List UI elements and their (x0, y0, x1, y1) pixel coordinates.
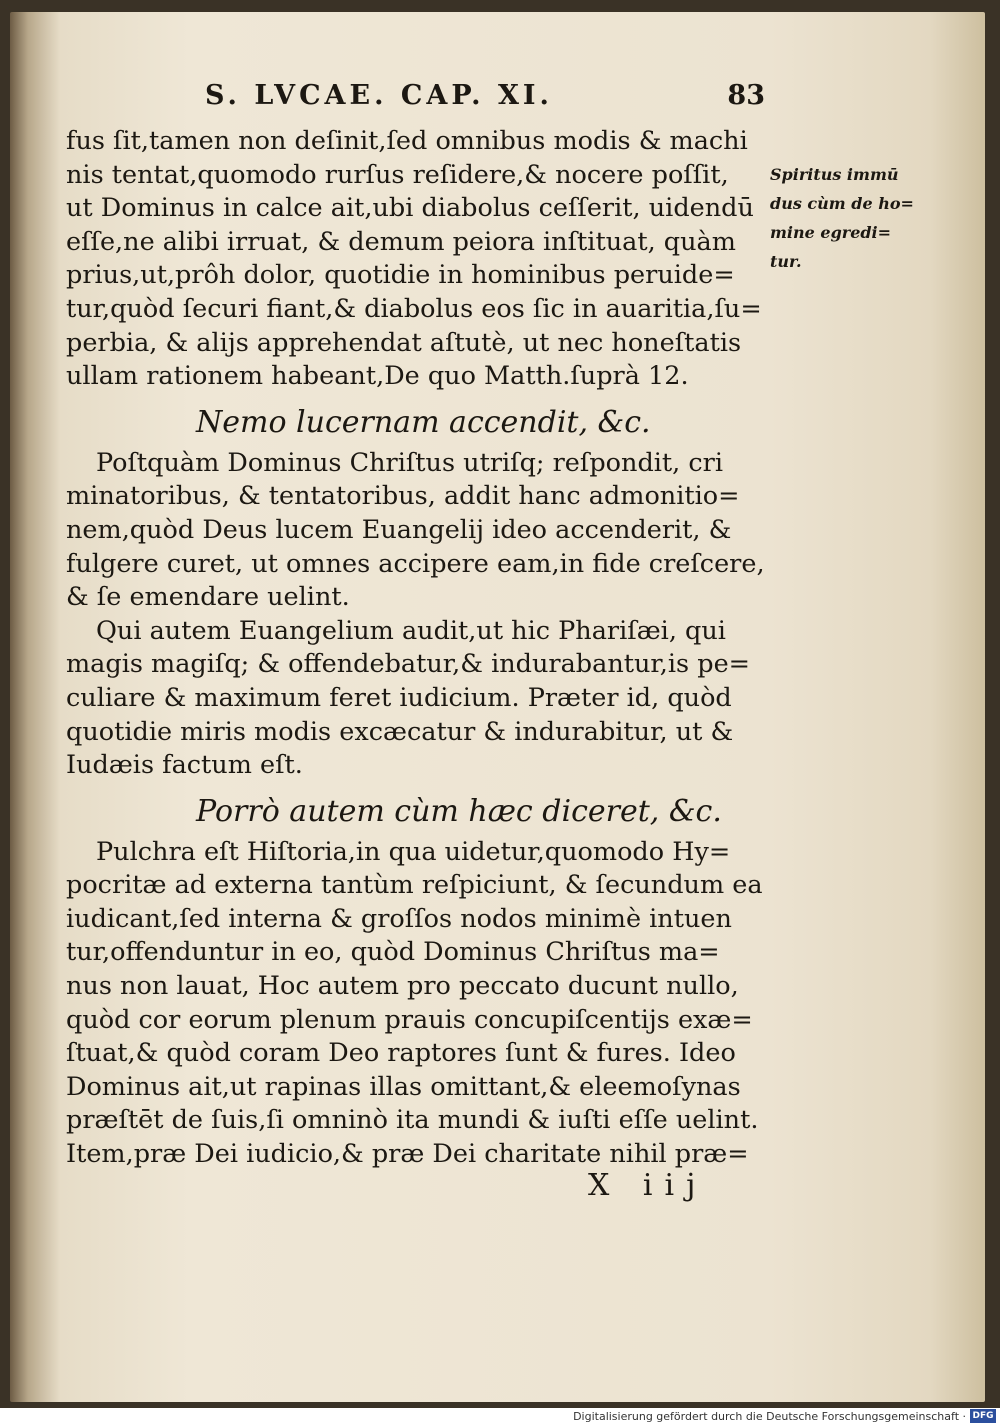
page-header (205, 80, 765, 120)
text-line: ullam rationem habeant,De quo Matth.ſuprà 12. (66, 361, 689, 392)
footer-bar (0, 1408, 1000, 1426)
text-line: nis tentat,quomodo rurſus reſidere,& nocere poſſit, (66, 159, 729, 190)
text-line: quotidie miris modis excæcatur & indurabitur, ut & (66, 716, 734, 747)
text-line: fus ſit,tamen non deſinit,ſed omnibus modis & machi (66, 126, 748, 156)
text-line: Poſtquàm Dominus Chriſtus utriſq; reſpondit, cri (96, 447, 724, 478)
text-line: præſtēt de ſuis,ſi omninò ita mundi & iuſti eſſe uelint. (66, 1105, 759, 1136)
section-heading: Porrò autem cùm hæc diceret, &c. (196, 793, 722, 829)
marginal-line: mine egredi= (770, 223, 892, 242)
marginal-line: tur. (770, 252, 802, 271)
text-line: Item,præ Dei iudicio,& præ Dei charitate nihil præ= (66, 1139, 749, 1170)
marginal-line: Spiritus immū (770, 165, 899, 184)
text-line: Pulchra eſt Hiſtoria,in qua uidetur,quomodo Hy= (96, 836, 731, 867)
text-line: minatoribus, & tentatoribus, addit hanc admonitio= (66, 481, 740, 512)
paragraph-2 (66, 447, 765, 615)
text-line: fulgere curet, ut omnes accipere eam,in fide creſcere, (66, 548, 765, 579)
text-line: tur,quòd ſecuri fiant,& diabolus eos ſic in auaritia,ſu= (66, 293, 762, 324)
text-line: Iudæis factum eſt. (66, 750, 303, 781)
text-line: quòd cor eorum plenum prauis concupiſcentijs exæ= (66, 1004, 753, 1035)
text-line: perbia, & alijs apprehendat aſtutè, ut nec honeſtatis (66, 327, 742, 358)
paragraph-1 (66, 125, 762, 394)
marginal-line: dus cùm de ho= (770, 194, 914, 213)
marginal-note (770, 160, 930, 276)
paragraph-4 (66, 836, 763, 1172)
dfg-logo: DFG (970, 1409, 996, 1423)
funding-credit: Digitalisierung gefördert durch die Deutsche Forschungsgemeinschaft · (573, 1410, 966, 1423)
text-line: tur,offenduntur in eo, quòd Dominus Chriſtus ma= (66, 937, 720, 968)
text-line: Qui autem Euangelium audit,ut hic Phariſæi, qui (96, 615, 726, 646)
text-line: prius,ut,prôh dolor, quotidie in hominibus peruide= (66, 260, 735, 291)
text-line: iudicant,ſed interna & groſſos nodos minimè intuen (66, 903, 732, 934)
text-line: culiare & maximum feret iudicium. Præter id, quòd (66, 682, 732, 713)
paragraph-3 (66, 615, 758, 783)
text-line: pocritæ ad externa tantùm reſpiciunt, & ſecundum ea (66, 870, 763, 901)
section-heading: Nemo lucernam accendit, &c. (196, 404, 651, 440)
text-line: magis magiſq; & offendebatur,& indurabantur,is pe= (66, 649, 751, 680)
signature-mark: X iij (588, 1168, 708, 1203)
folio-number: 83 (727, 80, 765, 111)
text-line: & ſe emendare uelint. (66, 582, 350, 613)
text-line: ſtuat,& quòd coram Deo raptores ſunt & fures. Ideo (66, 1038, 736, 1069)
text-line: eſſe,ne alibi irruat, & demum peiora inſtituat, quàm (66, 226, 736, 257)
main-text (66, 125, 765, 1172)
running-head: S. LVCAE. CAP. XI. (205, 80, 553, 111)
text-line: nus non lauat, Hoc autem pro peccato ducunt nullo, (66, 971, 739, 1002)
text-line: Dominus ait,ut rapinas illas omittant,& eleemoſynas (66, 1071, 741, 1102)
text-line: ut Dominus in calce ait,ubi diabolus ceſſerit, uidendū (66, 193, 754, 224)
text-line: nem,quòd Deus lucem Euangelij ideo accenderit, & (66, 514, 732, 545)
